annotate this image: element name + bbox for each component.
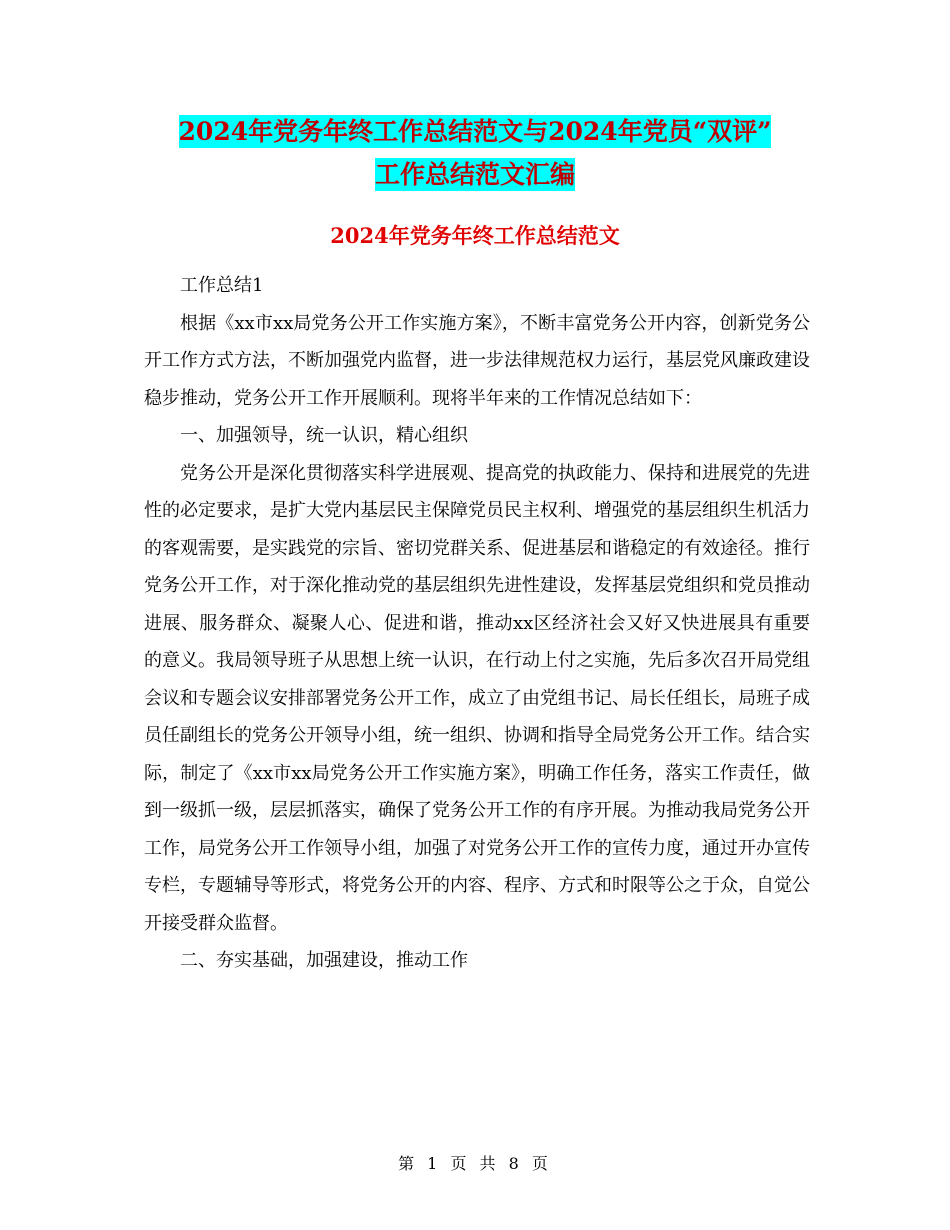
section-title: 2024年党务年终工作总结范文 <box>330 223 620 248</box>
document-body <box>144 267 810 980</box>
paragraph-heading: 工作总结1 <box>180 275 264 296</box>
document-title-line-2 <box>0 159 950 191</box>
document-title-line-2-text: 工作总结范文汇编 <box>374 160 575 189</box>
page-footer: 第 1 页 共 8 页 <box>398 1154 552 1173</box>
paragraph: 根据《xx市xx局党务公开工作实施方案》，不断丰富党务公开内容，创新党务公开工作方式方法，不断加强党内监督，进一步法律规范权力运行，基层党风廉政建设稳步推动，党务公开工作开展顺利。现将半年来的工作情况总结如下： <box>144 312 810 409</box>
paragraph: 党务公开是深化贯彻落实科学进展观、提高党的执政能力、保持和进展党的先进性的必定要求，是扩大党内基层民主保障党员民主权利、增强党的基层组织生机活力的客观需要，是实践党的宗旨、密切党群关系、促进基层和谐稳定的有效途径。推行党务公开工作，对于深化推动党的基层组织先进性建设，发挥基层党组织和党员推动进展、服务群众、凝聚人心、促进和谐，推动xx区经济社会又好又快进展具有重要的意义。我局领导班子从思想上统一认识，在行动上付之实施，先后多次召开局党组会议和专题会议安排部署党务公开工作，成立了由党组书记、局长任组长，局班子成员任副组长的党务公开领导小组，统一组织、协调和指导全局党务公开工作。结合实际，制定了《xx市xx局党务公开工作实施方案》，明确工作任务，落实工作责任，做到一级抓一级，层层抓落实，确保了党务公开工作的有序开展。为推动我局党务公开工作，局党务公开工作领导小组，加强了对党务公开工作的宣传力度，通过开办宣传专栏，专题辅导等形式，将党务公开的内容、程序、方式和时限等公之于众，自觉公开接受群众监督。 <box>144 462 810 934</box>
document-title-line-1-text: 2024年党务年终工作总结范文与2024年党员“双评” <box>178 117 772 146</box>
document-title-line-1 <box>0 116 950 148</box>
paragraph-heading: 一、加强领导，统一认识，精心组织 <box>180 425 468 446</box>
paragraph-heading: 二、夯实基础，加强建设，推动工作 <box>180 950 468 971</box>
